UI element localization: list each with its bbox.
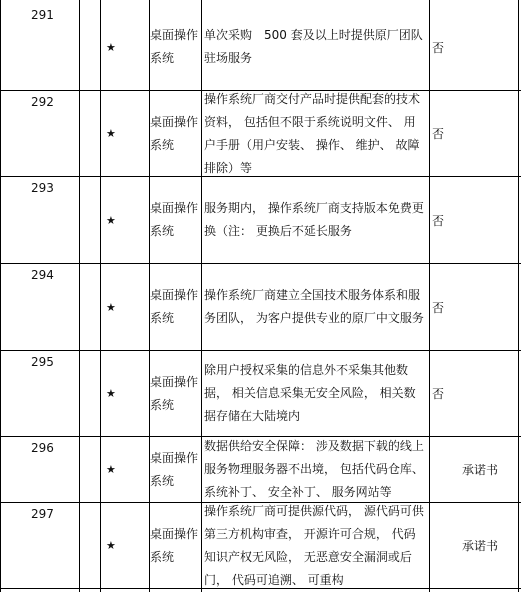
category-cell: 桌面操作系统 (150, 201, 199, 238)
row-number: 291 (31, 8, 54, 22)
table-border-left (0, 0, 1, 592)
row-number: 294 (31, 268, 54, 282)
star-marker: ★ (106, 40, 116, 54)
category-cell: 桌面操作系统 (150, 526, 199, 564)
row-number: 297 (31, 507, 54, 521)
star-marker: ★ (106, 127, 116, 140)
category-cell: 桌面操作系统 (150, 374, 199, 412)
answer-cell: 否 (432, 387, 445, 401)
category-cell: 桌面操作系统 (150, 28, 199, 65)
row-number: 293 (31, 181, 54, 195)
requirement-cell: 操作系统厂商可提供源代码， 源代码可供第三方机构审查， 开源许可合规， 代码知识产权无风险， 无恶意安全漏洞或后门， 代码可追溯、 可重构 (204, 503, 424, 587)
column-divider (100, 0, 101, 592)
star-marker: ★ (106, 463, 116, 476)
row-number: 292 (31, 95, 54, 109)
row-number: 296 (31, 441, 54, 455)
star-marker: ★ (106, 387, 116, 400)
column-divider (201, 0, 202, 592)
row-number: 295 (31, 355, 54, 369)
answer-cell: 承诺书 (461, 539, 498, 553)
category-cell: 桌面操作系统 (150, 288, 199, 325)
star-marker: ★ (106, 213, 116, 227)
answer-cell: 否 (432, 127, 445, 141)
requirement-cell: 数据供给安全保障： 涉及数据下载的线上服务物理服务器不出境， 包括代码仓库、 系统补丁、 安全补丁、 服务网站等 (204, 439, 424, 499)
category-cell: 桌面操作系统 (150, 450, 199, 488)
category-cell: 桌面操作系统 (150, 114, 199, 152)
requirement-cell: 操作系统厂商建立全国技术服务体系和服务团队， 为客户提供专业的原厂中文服务 (204, 288, 424, 325)
table-border-right (518, 0, 519, 592)
requirement-cell: 单次采购 500 套及以上时提供原厂团队驻场服务 (204, 28, 423, 65)
answer-cell: 否 (432, 40, 445, 55)
answer-cell: 否 (432, 300, 445, 315)
answer-cell: 否 (432, 213, 445, 228)
column-divider (429, 0, 430, 592)
star-marker: ★ (106, 300, 116, 314)
requirement-cell: 除用户授权采集的信息外不采集其他数据， 相关信息采集无安全风险， 相关数据存储在大陆境内 (204, 363, 416, 423)
requirement-cell: 服务期内， 操作系统厂商支持版本免费更换（注： 更换后不延长服务 (204, 201, 424, 238)
requirement-cell: 操作系统厂商交付产品时提供配套的技术资料， 包括但不限于系统说明文件、 用户手册（用户安装、 操作、 维护、 故障排除）等 (204, 91, 421, 175)
column-divider (79, 0, 80, 592)
answer-cell: 承诺书 (461, 463, 498, 477)
star-marker: ★ (106, 539, 116, 552)
